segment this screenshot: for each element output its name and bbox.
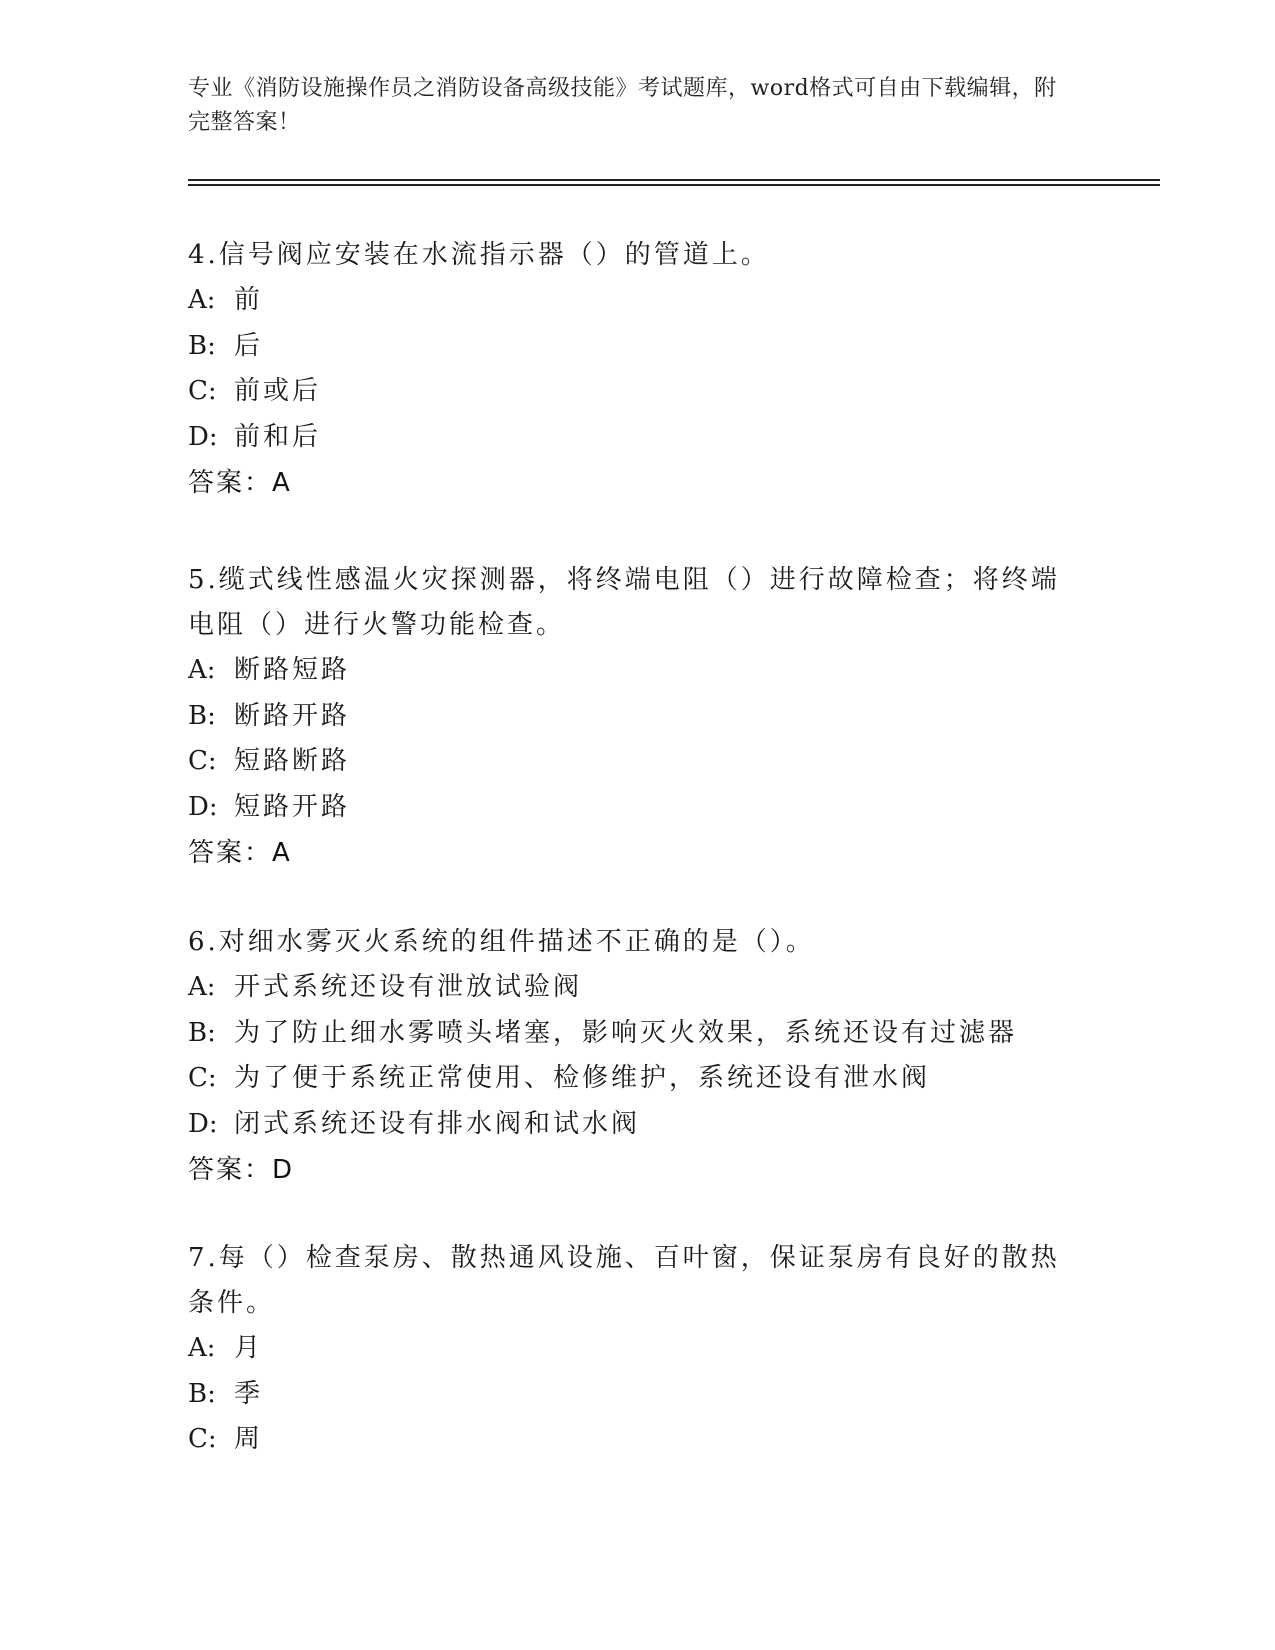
option-key: A:	[188, 285, 216, 315]
option-d	[188, 415, 1068, 461]
option-key: C:	[188, 376, 217, 406]
answer-value: D	[272, 1155, 293, 1185]
header-rule-bottom	[188, 184, 1160, 186]
header-rule-top	[188, 179, 1160, 181]
answer-line	[188, 1147, 1068, 1193]
answer-value: A	[272, 468, 290, 498]
answer-line	[188, 460, 1068, 506]
option-c	[188, 739, 1068, 785]
option-key: C:	[188, 1063, 217, 1093]
option-text: 开式系统还设有泄放试验阀	[234, 972, 583, 1002]
option-key: A:	[188, 972, 216, 1002]
answer-label: 答案：	[188, 838, 273, 868]
option-b	[188, 324, 1068, 370]
option-key: B:	[188, 1017, 216, 1048]
question-6	[188, 920, 1068, 1193]
option-text: 短路断路	[234, 746, 351, 776]
question-5	[188, 558, 1068, 876]
option-a	[188, 1326, 1068, 1372]
question-7	[188, 1236, 1068, 1463]
option-text: 断路开路	[234, 700, 351, 731]
question-stem: 4.信号阀应安装在水流指示器（）的管道上。	[188, 240, 770, 270]
option-d	[188, 785, 1068, 831]
question-stem: 7.每（）检查泵房、散热通风设施、百叶窗，保证泵房有良好的散热条件。	[188, 1243, 1060, 1318]
option-b	[188, 694, 1068, 740]
option-b	[188, 1372, 1068, 1418]
option-key: B:	[188, 330, 216, 361]
option-text: 前或后	[234, 376, 322, 406]
option-text: 短路开路	[234, 791, 351, 822]
option-text: 季	[234, 1378, 264, 1409]
option-key: C:	[188, 746, 217, 776]
option-text: 断路短路	[234, 655, 351, 685]
option-c	[188, 1056, 1068, 1102]
option-key: C:	[188, 1424, 217, 1454]
option-key: D:	[188, 1108, 218, 1139]
option-key: B:	[188, 1378, 216, 1409]
option-a	[188, 648, 1068, 694]
question-stem: 6.对细水雾灭火系统的组件描述不正确的是（）。	[188, 927, 815, 957]
option-a	[188, 278, 1068, 324]
document-header	[188, 72, 1068, 140]
option-text: 闭式系统还设有排水阀和试水阀	[234, 1108, 641, 1139]
option-text: 周	[234, 1424, 264, 1454]
option-c	[188, 369, 1068, 415]
option-c	[188, 1417, 1068, 1463]
option-key: B:	[188, 700, 216, 731]
option-text: 前	[234, 285, 264, 315]
option-a	[188, 965, 1068, 1011]
question-4	[188, 233, 1068, 506]
option-text: 月	[234, 1333, 264, 1363]
option-text: 前和后	[234, 421, 322, 452]
option-key: D:	[188, 421, 218, 452]
header-intro-text: 专业《消防设施操作员之消防设备高级技能》考试题库，word格式可自由下载编辑，附完整答案！	[188, 76, 1057, 135]
option-text: 为了便于系统正常使用、检修维护，系统还设有泄水阀	[234, 1063, 931, 1093]
answer-line	[188, 830, 1068, 876]
option-text: 后	[234, 330, 264, 361]
answer-label: 答案：	[188, 1155, 273, 1185]
option-key: A:	[188, 1333, 216, 1363]
answer-value: A	[272, 838, 290, 868]
question-stem: 5.缆式线性感温火灾探测器，将终端电阻（）进行故障检查；将终端电阻（）进行火警功能检查。	[188, 565, 1060, 640]
answer-label: 答案：	[188, 468, 273, 498]
option-key: A:	[188, 655, 216, 685]
option-text: 为了防止细水雾喷头堵塞，影响灭火效果，系统还设有过滤器	[234, 1017, 1018, 1048]
option-key: D:	[188, 791, 218, 822]
option-b	[188, 1011, 1068, 1057]
option-d	[188, 1102, 1068, 1148]
